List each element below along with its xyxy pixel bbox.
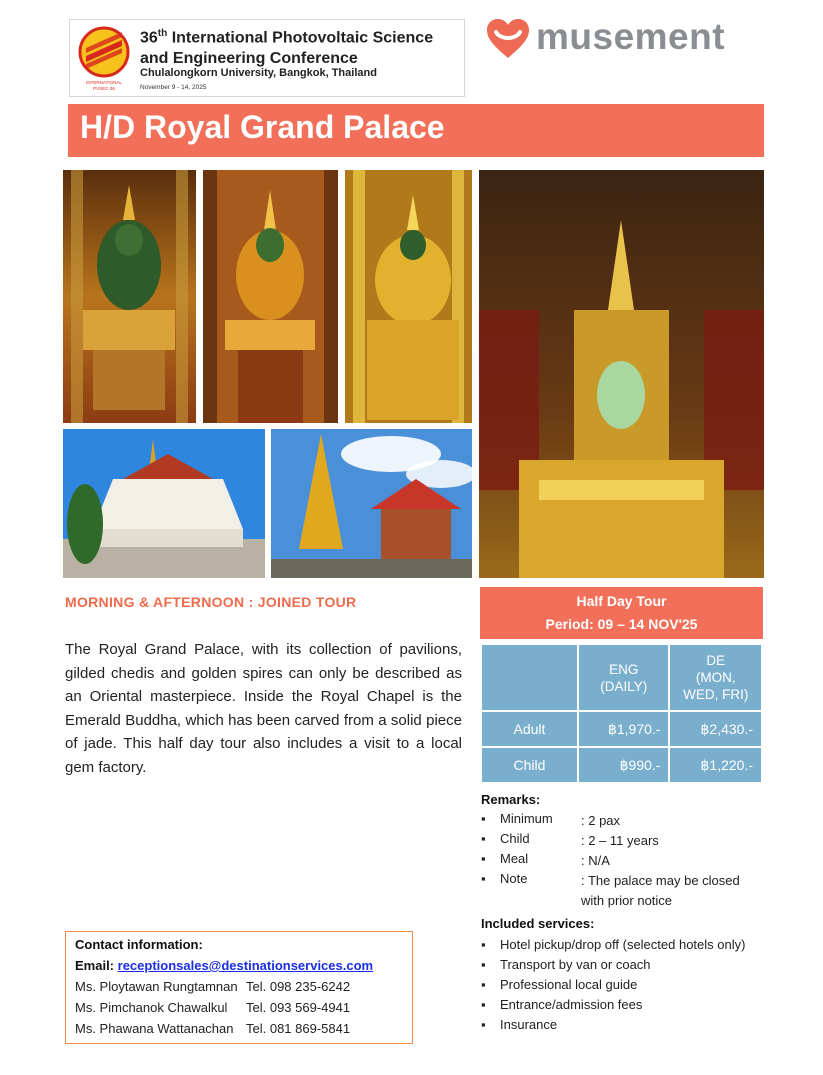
header-eng: ENG (DAILY) [578, 644, 670, 711]
tour-subheading: MORNING & AFTERNOON : JOINED TOUR [65, 594, 357, 610]
emerald-buddha-altar-photo [479, 170, 764, 578]
heart-icon [486, 18, 530, 65]
brand-name: musement [536, 16, 726, 57]
included-list [481, 935, 763, 1035]
price-de: ฿1,220.- [669, 747, 762, 783]
conference-venue: Chulalongkorn University, Bangkok, Thailand [140, 67, 377, 79]
price-de: ฿2,430.- [669, 711, 762, 747]
header-de: DE (MON, WED, FRI) [669, 644, 762, 711]
title-banner [68, 104, 764, 157]
tour-description: The Royal Grand Palace, with its collection of pavilions, gilded chedis and golden spires can only be described as an Oriental masterpiece. Inside the Royal Chapel is the Emerald Buddha, which has been carved from a solid piece of jade. This half day tour also includes a visit to a local gem factory. [65, 641, 462, 776]
included-item: ▪ Professional local guide [481, 977, 638, 992]
included-item: ▪ Hotel pickup/drop off (selected hotels only) [481, 937, 746, 952]
row-label: Child [481, 747, 578, 783]
emerald-buddha-photo-1 [63, 170, 196, 423]
page-title: H/D Royal Grand Palace [80, 109, 445, 145]
remark-item: ▪ Minimum : 2 pax [481, 811, 621, 828]
remark-item: ▪ Child : 2 – 11 years [481, 831, 659, 848]
logo-text-line1: INTERNATIONAL [86, 80, 122, 85]
price-header [480, 587, 763, 639]
conference-header [69, 19, 465, 97]
contact-box [65, 931, 413, 1044]
included-item: ▪ Transport by van or coach [481, 957, 651, 972]
conference-title: 36th International Photovoltaic Science and Engineering Conference [140, 28, 434, 68]
contact-person: Ms. Pimchanok Chawalkul Tel. 093 569-4941 [75, 1000, 351, 1015]
conference-logo [76, 26, 132, 92]
included-item: ▪ Entrance/admission fees [481, 997, 643, 1012]
logo-text-line2: PVSEC-36 [93, 86, 115, 91]
email-link[interactable]: receptionsales@destinationservices.com [117, 958, 374, 973]
tour-type: Half Day Tour [576, 593, 667, 609]
remark-item: ▪ Meal : N/A [481, 851, 610, 868]
price-row-adult [481, 711, 762, 747]
golden-chedi-photo [271, 429, 472, 578]
contact-title: Contact information: [75, 937, 203, 952]
remarks-list [481, 811, 763, 911]
contact-person: Ms. Ploytawan Rungtamnan Tel. 098 235-6242 [75, 979, 351, 994]
price-eng: ฿1,970.- [578, 711, 670, 747]
remark-item: ▪ Note : The palace may be closed with prior notice [481, 871, 740, 908]
price-table-header [481, 644, 762, 711]
tour-period: Period: 09 – 14 NOV'25 [545, 616, 698, 632]
emerald-buddha-photo-3 [345, 170, 472, 423]
musement-logo [486, 18, 756, 62]
remarks-title: Remarks: [481, 792, 541, 807]
row-label: Adult [481, 711, 578, 747]
included-item: ▪ Insurance [481, 1017, 558, 1032]
header-empty-cell [481, 644, 578, 711]
contact-person: Ms. Phawana Wattanachan Tel. 081 869-5841 [75, 1021, 351, 1036]
price-table [480, 643, 763, 784]
price-eng: ฿990.- [578, 747, 670, 783]
grand-palace-photo [63, 429, 265, 578]
emerald-buddha-photo-2 [203, 170, 338, 423]
price-row-child [481, 747, 762, 783]
contact-email-row [75, 958, 373, 973]
conference-dates: November 9 - 14, 2025 [140, 84, 207, 91]
included-title: Included services: [481, 916, 595, 931]
email-label: Email: [75, 958, 115, 973]
